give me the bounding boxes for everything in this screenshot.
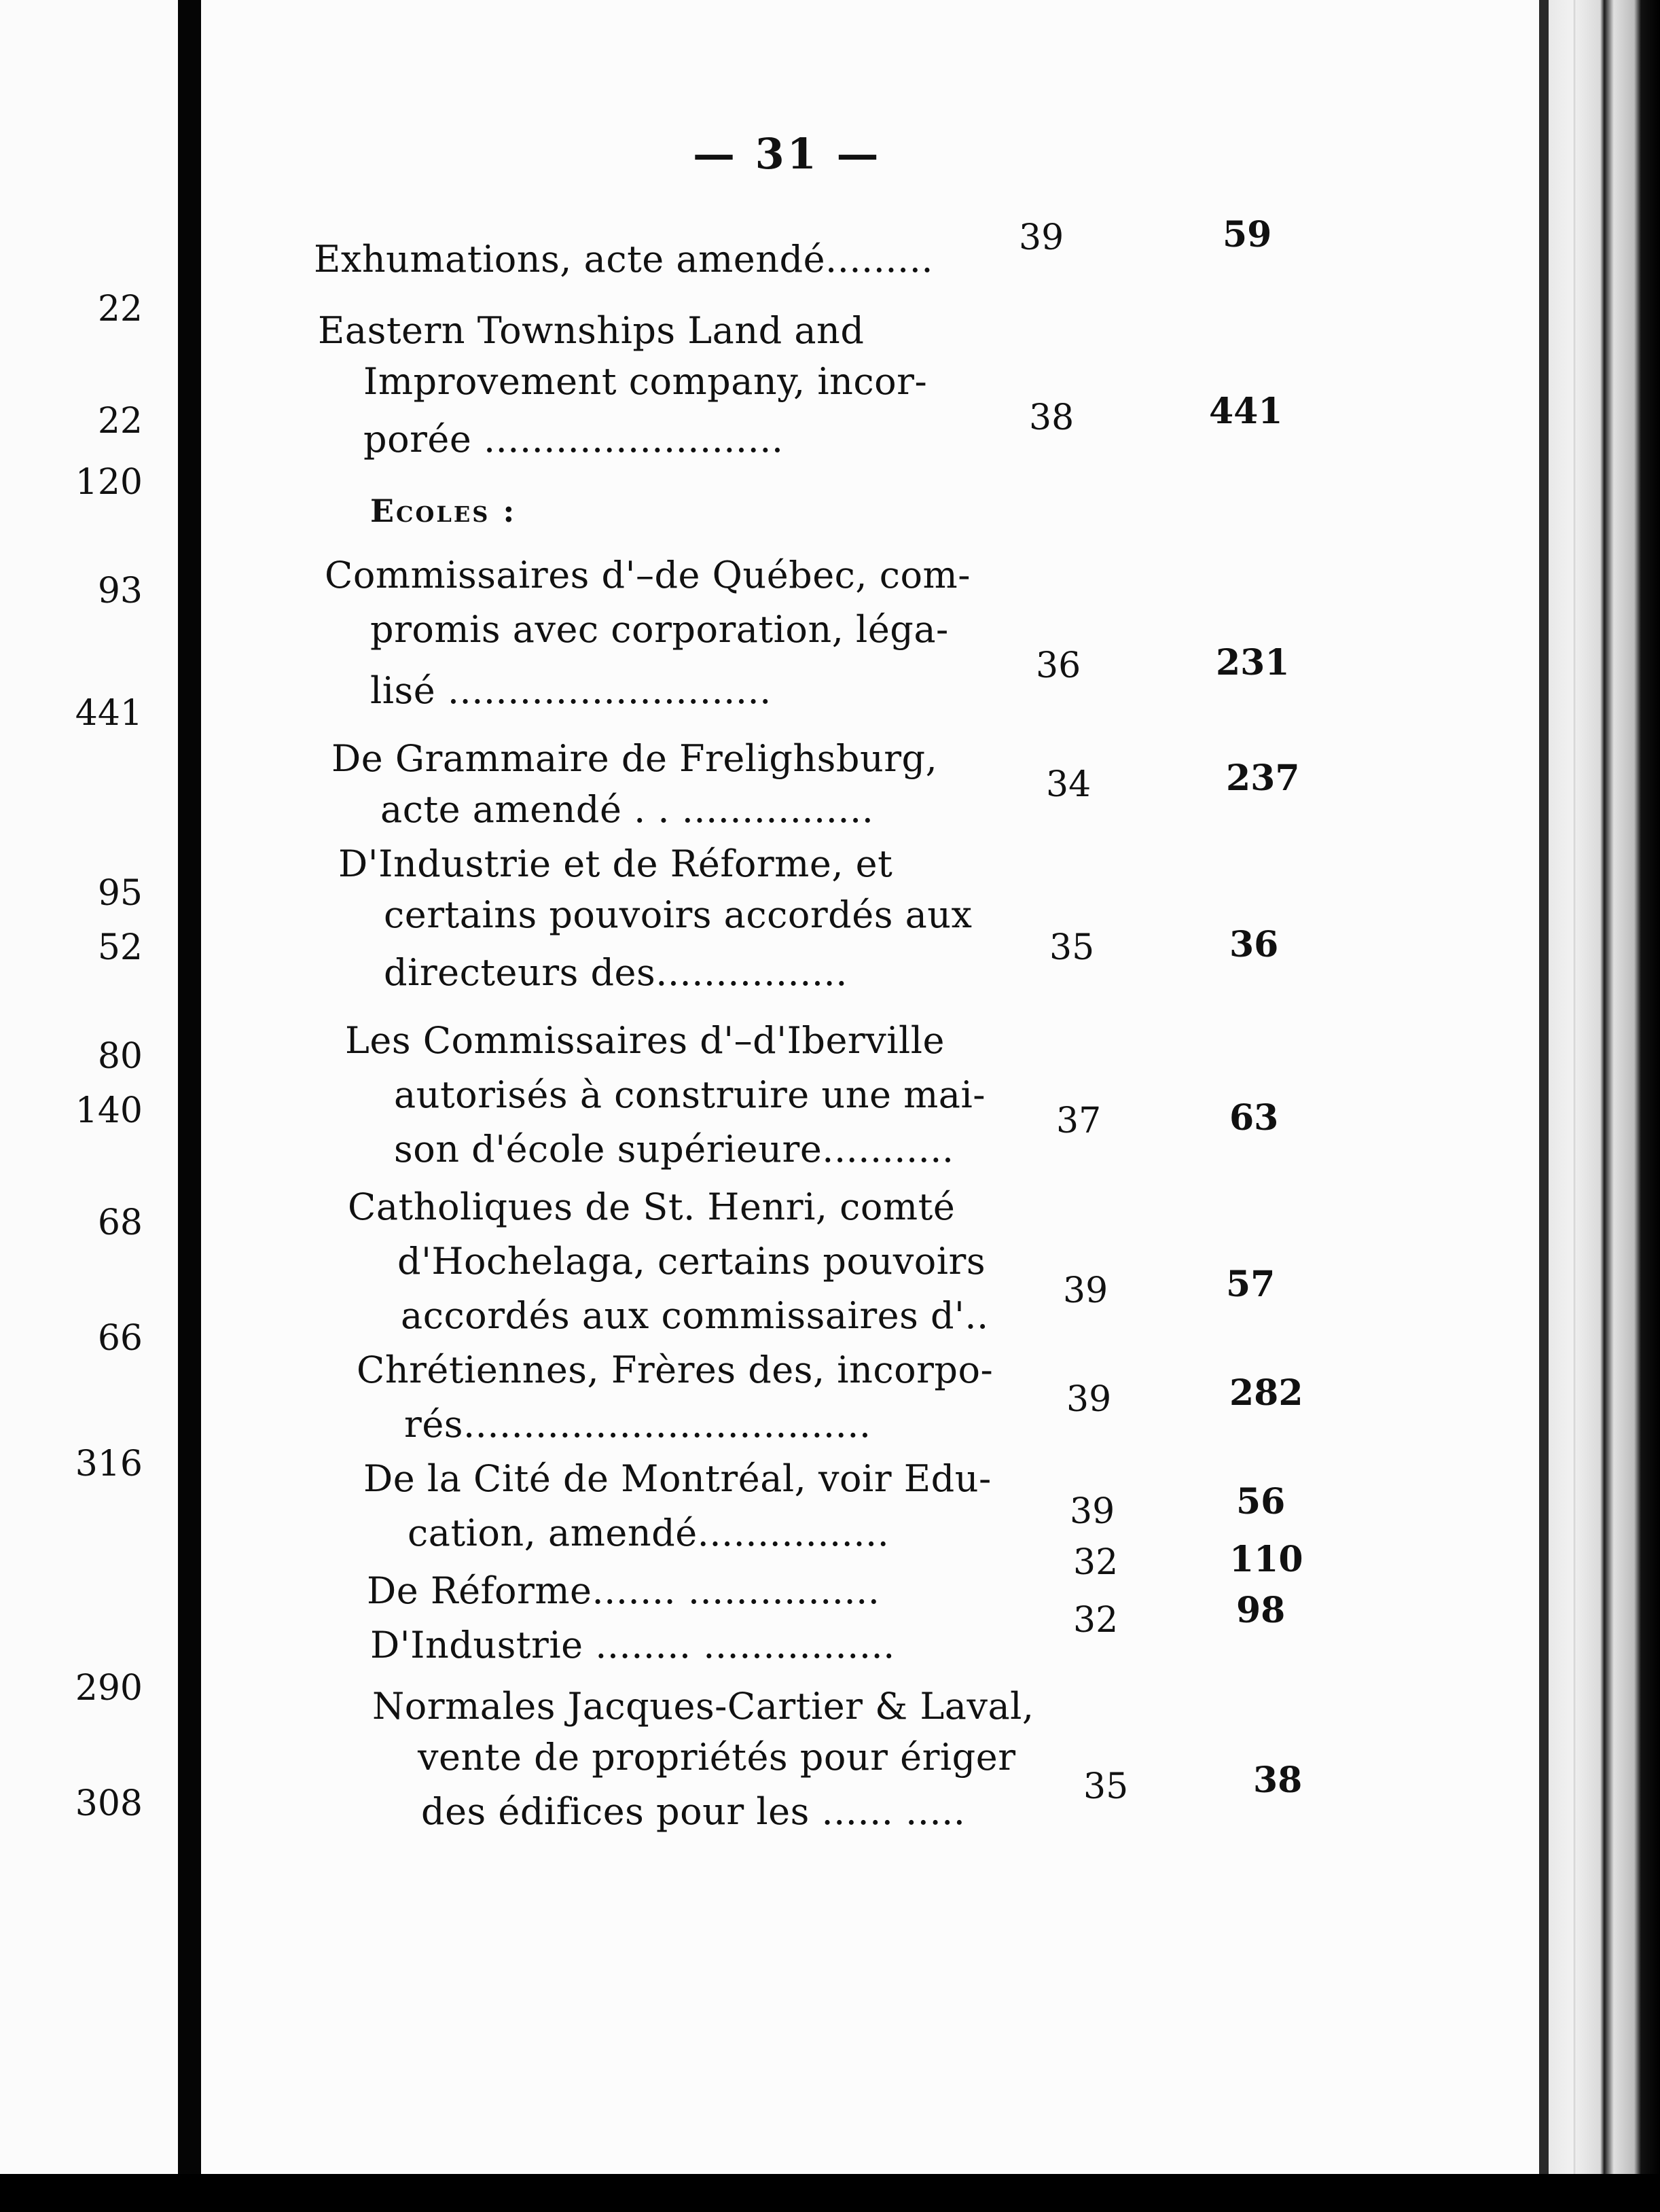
page-reference: 237 [1226,757,1300,799]
entry-line: directeurs des................ [384,951,848,994]
volume-number: 37 [1056,1101,1102,1141]
entry-line: vente de propriétés pour ériger [418,1736,1016,1779]
entry-line: Eastern Townships Land and [318,309,865,352]
entry-line: De la Cité de Montréal, voir Edu- [363,1457,992,1500]
volume-number: 34 [1046,764,1091,805]
entry-line: porée ......................... [363,418,784,461]
left-page-number: 441 [75,693,143,734]
left-page-number: 316 [75,1444,143,1484]
left-page-number: 120 [75,462,143,503]
entry-line: D'Industrie ........ ................ [370,1624,895,1666]
page-reference: 441 [1209,391,1283,432]
entry-line: Exhumations, acte amendé......... [314,238,934,281]
entry-line: D'Industrie et de Réforme, et [338,842,893,885]
page-reference: 56 [1236,1481,1286,1522]
left-page-number: 290 [75,1668,143,1709]
page-reference: 63 [1229,1097,1279,1139]
volume-number: 32 [1073,1600,1119,1641]
left-page-number: 66 [97,1318,143,1359]
volume-number: 39 [1070,1491,1115,1532]
left-page-number: 93 [97,571,143,611]
entry-line: Improvement company, incor- [363,360,928,403]
entry-line: autorisés à construire une mai- [394,1073,986,1116]
volume-number: 38 [1029,397,1075,438]
page-reference: 59 [1223,214,1272,255]
volume-number: 36 [1036,645,1081,686]
page-number: — 31 — [693,129,882,179]
page-reference: 57 [1226,1264,1276,1305]
entry-line: d'Hochelaga, certains pouvoirs [397,1240,986,1283]
entry-line: son d'école supérieure........... [394,1128,954,1171]
volume-number: 35 [1049,927,1095,968]
volume-number: 39 [1066,1379,1112,1420]
entry-line: des édifices pour les ...... ..... [421,1790,966,1833]
scan-border [0,2174,1660,2212]
left-page-number: 22 [97,401,143,442]
entry-line: certains pouvoirs accordés aux [384,893,973,936]
entry-line: lisé ........................... [370,669,772,712]
page-gutter [178,0,201,2212]
entry-line: Catholiques de St. Henri, comté [348,1185,956,1228]
section-heading: Ecoles : [370,493,517,529]
entry-line: cation, amendé................ [408,1512,890,1554]
volume-number: 32 [1073,1542,1119,1583]
entry-line: Chrétiennes, Frères des, incorpo- [357,1349,994,1391]
volume-number: 35 [1083,1766,1129,1807]
left-page-number: 52 [97,927,143,968]
entry-line: Commissaires d'–de Québec, com- [325,554,971,596]
entry-line: De Réforme....... ................ [367,1569,880,1612]
left-page-number: 80 [97,1036,143,1077]
page-reference: 98 [1236,1590,1286,1631]
left-page-number: 22 [97,289,143,329]
entry-line: Les Commissaires d'–d'Iberville [345,1019,945,1062]
left-page-number: 68 [97,1202,143,1243]
page-reference: 282 [1229,1372,1303,1414]
entry-line: Normales Jacques-Cartier & Laval, [372,1685,1034,1728]
left-page-fragment [0,0,178,2212]
volume-number: 39 [1019,217,1064,258]
page-reference: 231 [1216,642,1290,683]
entry-line: De Grammaire de Frelighsburg, [331,737,938,780]
left-page-number: 308 [75,1783,143,1824]
volume-number: 39 [1063,1270,1108,1311]
page-reference: 110 [1229,1539,1303,1580]
entry-line: rés.................................. [404,1403,871,1446]
entry-line: acte amendé . . ................ [380,788,874,831]
page-edges [1539,0,1660,2212]
left-page-number: 140 [75,1090,143,1131]
page-reference: 36 [1229,924,1279,965]
page-reference: 38 [1253,1760,1303,1801]
left-page-number: 95 [97,873,143,914]
entry-line: accordés aux commissaires d'.. [401,1294,989,1337]
entry-line: promis avec corporation, léga- [370,608,949,651]
